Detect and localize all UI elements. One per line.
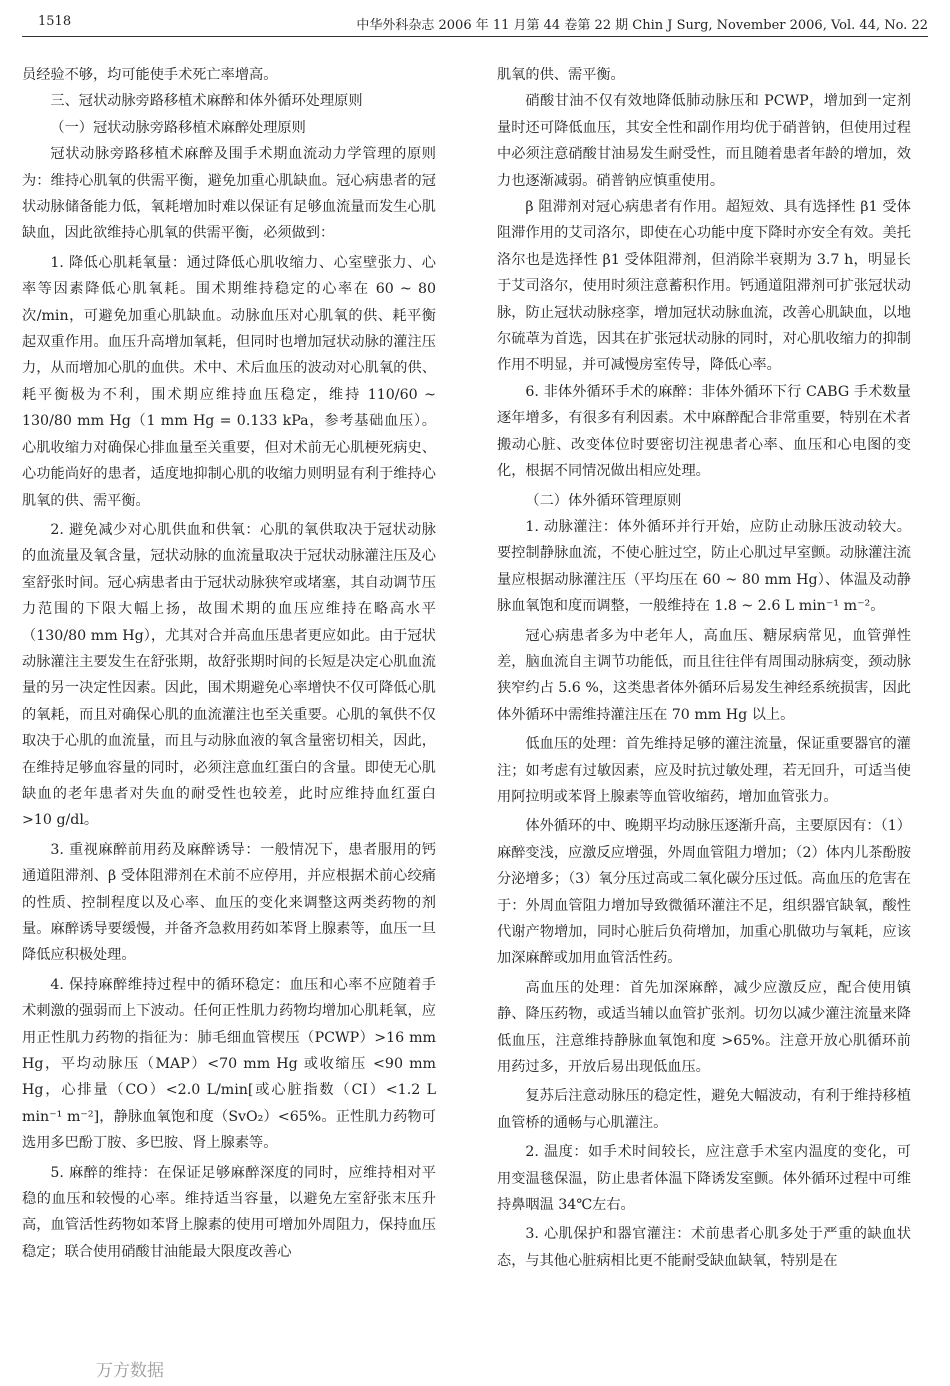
paragraph: 3. 心肌保护和器官灌注：术前患者心肌多处于严重的缺血状态，与其他心脏病相比更不能耐受缺血缺氧，特别是在 — [497, 1226, 911, 1269]
page-header — [22, 6, 928, 37]
paragraph: 冠心病患者多为中老年人，高血压、糖尿病常见，血管弹性差，脑血流自主调节功能低，而且往往伴有周围动脉病变，颈动脉狭窄约占 5.6 %，这类患者体外循环后易发生神经系统损害，因此体外循环中需维持灌注压在 70 mm Hg 以上。 — [497, 627, 911, 723]
journal-citation: 中华外科杂志 2006 年 11 月第 44 卷第 22 期 Chin J Surg, November 2006, Vol. 44, No. 22 — [356, 18, 928, 33]
paragraph: 高血压的处理：首先加深麻醉，减少应激反应，配合使用镇静、降压药物，或适当辅以血管扩张剂。切勿以减少灌注流量来降低血压，注意维持静脉血氧饱和度 >65%。注意开放心肌循环前用药过多，开放后易出现低血压。 — [497, 979, 911, 1076]
paragraph: 冠状动脉旁路移植术麻醉及围手术期血流动力学管理的原则为：维持心肌氧的供需平衡，避免加重心肌缺血。冠心病患者的冠状动脉储备能力低，氧耗增加时难以保证有足够血流量而发生心肌缺血，因此欲维持心肌氧的供需平衡，必须做到： — [22, 146, 436, 242]
paragraph: 1. 动脉灌注：体外循环并行开始，应防止动脉压波动较大。要控制静脉血流，不使心脏过空，防止心肌过早室颤。动脉灌注流量应根据动脉灌注压（平均压在 60 ~ 80 mm Hg）、体温及动静脉血氧饱和度而调整，一般维持在 1.8 ~ 2.6 L min⁻¹ m⁻²。 — [497, 518, 911, 615]
paragraph: 1. 降低心肌耗氧量：通过降低心肌收缩力、心室壁张力、心率等因素降低心肌氧耗。围术期维持稳定的心率在 60 ~ 80 次/min，可避免加重心肌缺血。动脉血压对心肌氧的供、耗平衡起双重作用。血压升高增加氧耗，但同时也增加冠状动脉的灌注压力，从而增加心肌的血供。术中、术后血压的波动对心肌氧的供、耗平衡极为不利，围术期应维持血压稳定，维持 110/60 ~ 130/80 mm Hg（1 mm Hg = 0.133 kPa，参考基础血压）。心肌收缩力对确保心排血量至关重要，但对术前无心肌梗死病史、心功能尚好的患者，适度地抑制心肌的收缩力则明显有利于维持心肌氧的供、需平衡。 — [22, 254, 436, 509]
paragraph: 2. 避免减少对心肌供血和供氧：心肌的氧供取决于冠状动脉的血流量及氧含量，冠状动脉的血流量取决于冠状动脉灌注压及心室舒张时间。冠心病患者由于冠状动脉狭窄或堵塞，其自动调节压力范围的下限大幅上扬，故围术期的血压应维持在略高水平（130/80 mm Hg），尤其对合并高血压患者更应如此。由于冠状动脉灌注主要发生在舒张期，故舒张期时间的长短是决定心肌血流量的另一决定性因素。因此，围术期避免心率增快不仅可降低心肌的氧耗，而且对确保心肌的血流灌注也至关重要。心肌的氧供不仅取决于心肌的血流量，而且与动脉血液的氧含量密切相关，因此，在维持足够血容量的同时，必须注意血红蛋白的含量。即使无心肌缺血的老年患者对失血的耐受性也较差，此时应维持血红蛋白 >10 g/dl。 — [22, 521, 436, 829]
paragraph: 4. 保持麻醉维持过程中的循环稳定：血压和心率不应随着手术刺激的强弱而上下波动。任何正性肌力药物均增加心肌耗氧，应用正性肌力药物的指征为：肺毛细血管楔压（PCWP）>16 mm Hg，平均动脉压（MAP）<70 mm Hg 或收缩压 <90 mm Hg，心排量（CO）<2.0 L/min[或心脏指数（CI）<1.2 L min⁻¹ m⁻²]，静脉血氧饱和度（SvO₂）<65%。正性肌力药物可选用多巴酚丁胺、多巴胺、肾上腺素等。 — [22, 976, 436, 1152]
paragraph: 硝酸甘油不仅有效地降低肺动脉压和 PCWP，增加到一定剂量时还可降低血压，其安全性和副作用均优于硝普钠，但使用过程中必须注意硝酸甘油易发生耐受性，而且随着患者年龄的增加，效力也逐渐减弱。硝普钠应慎重使用。 — [497, 93, 911, 189]
paragraph: 6. 非体外循环手术的麻醉：非体外循环下行 CABG 手术数量逐年增多，有很多有利因素。术中麻醉配合非常重要，特别在术者搬动心脏、改变体位时要密切注视患者心率、血压和心电图的变化，根据不同情况做出相应处理。 — [497, 383, 911, 480]
page-number: 1518 — [38, 14, 72, 29]
paragraph: 体外循环的中、晚期平均动脉压逐渐升高，主要原因有：（1）麻醉变浅，应激反应增强，外周血管阻力增加；（2）体内儿茶酚胺分泌增多；（3）氧分压过高或二氧化碳分压过低。高血压的危害在于：外周血管阻力增加导致微循环灌注不足，组织器官缺氧，酸性代谢产物增加，同时心脏后负荷增加，加重心肌做功与氧耗，应该加深麻醉或加用血管活性药。 — [497, 818, 911, 967]
paragraph: 5. 麻醉的维持：在保证足够麻醉深度的同时，应维持相对平稳的血压和较慢的心率。维持适当容量，以避免左室舒张末压升高，血管活性药物如苯肾上腺素的使用可增加外周阻力，保持血压稳定；联合使用硝酸甘油能最大限度改善心 — [22, 1164, 436, 1260]
paragraph: 2. 温度：如手术时间较长，应注意手术室内温度的变化，可用变温毯保温，防止患者体温下降诱发室颤。体外循环过程中可维持鼻咽温 34℃左右。 — [497, 1144, 911, 1214]
paragraph: 复苏后注意动脉压的稳定性，避免大幅波动，有利于维持移植血管桥的通畅与心肌灌注。 — [497, 1088, 911, 1131]
paragraph: 员经验不够，均可能使手术死亡率增高。 — [22, 67, 278, 83]
paragraph: 3. 重视麻醉前用药及麻醉诱导：一般情况下，患者服用的钙通道阻滞剂、β 受体阻滞剂在术前不应停用，并应根据术前心绞痛的性质、控制程度以及心率、血压的变化来调整这两类药物的剂量。麻醉诱导要缓慢，并备齐急救用药如苯肾上腺素等，血压一旦降低应积极处理。 — [22, 841, 436, 964]
left-column — [22, 62, 436, 1265]
section-heading: 三、冠状动脉旁路移植术麻醉和体外循环处理原则 — [50, 93, 363, 110]
subsection-heading: （一）冠状动脉旁路移植术麻醉处理原则 — [50, 119, 306, 136]
paragraph: 肌氧的供、需平衡。 — [497, 67, 625, 83]
watermark: 万方数据 — [96, 1361, 164, 1381]
paragraph: β 阻滞剂对冠心病患者有作用。超短效、具有选择性 β1 受体阻滞作用的艾司洛尔，即使在心功能中度下降时亦安全有效。美托洛尔也是选择性 β1 受体阻滞剂，但消除半衰期为 3.7 h，明显长于艾司洛尔，使用时须注意蓄积作用。钙通道阻滞剂可扩张冠状动脉，防止冠状动脉痉挛，增加冠状动脉血流，改善心肌缺血，以地尔硫䓬为首选，因其在扩张冠状动脉的同时，对心肌收缩力的抑制作用不明显，并可减慢房室传导，降低心率。 — [497, 199, 911, 374]
subsection-heading: （二）体外循环管理原则 — [525, 492, 682, 509]
right-column — [497, 62, 911, 1274]
paragraph: 低血压的处理：首先维持足够的灌注流量，保证重要器官的灌注；如考虑有过敏因素，应及时抗过敏处理，若无回升，可适当使用阿拉明或苯肾上腺素等血管收缩药，增加血管张力。 — [497, 736, 911, 805]
